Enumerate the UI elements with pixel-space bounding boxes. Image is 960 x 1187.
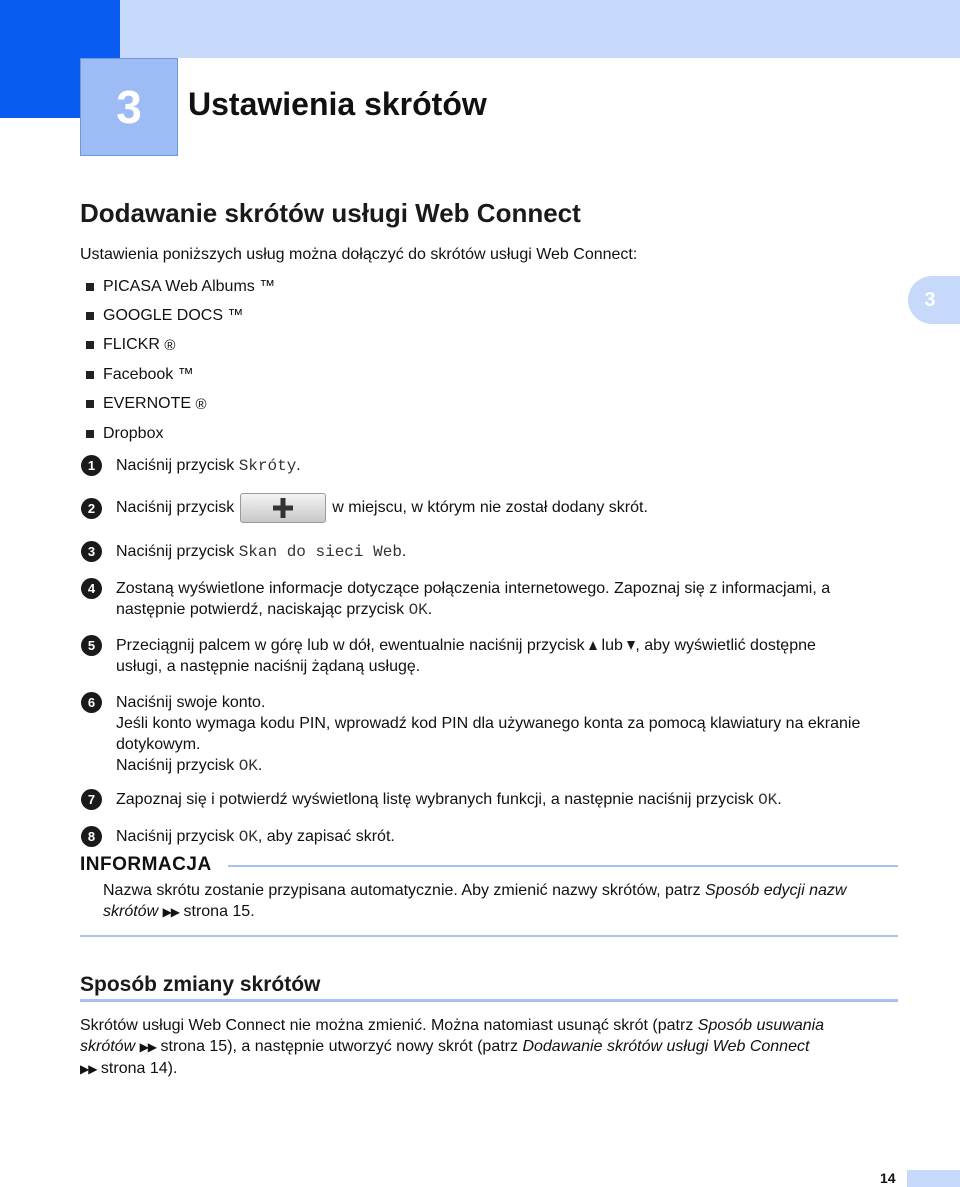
link-edit-shortcut-names-cont[interactable]: skrótów (103, 903, 159, 920)
bullet-square-icon (86, 371, 94, 379)
section-intro: Ustawienia poniższych usług można dołączyć do skrótów usługi Web Connect: (80, 246, 638, 263)
key-ok: OK (238, 757, 258, 775)
step-number: 5 (81, 635, 102, 656)
link-edit-shortcut-names[interactable]: Sposób edycji nazw (705, 882, 847, 899)
bullet-square-icon (86, 312, 94, 320)
bullet-square-icon (86, 430, 94, 438)
double-arrow-icon: ▶▶ (80, 1062, 97, 1076)
list-item: GOOGLE DOCS ™ (86, 301, 275, 330)
list-item: Dropbox (86, 419, 275, 448)
page-number: 14 (880, 1170, 896, 1186)
step-number: 6 (81, 692, 102, 713)
info-body: Nazwa skrótu zostanie przypisana automatycznie. Aby zmienić nazwy skrótów, patrz Sposób edycji nazw skrótów ▶▶ strona 15. (103, 880, 903, 923)
arrow-up-icon (589, 641, 597, 650)
key-ok: OK (758, 791, 778, 809)
double-arrow-icon: ▶▶ (139, 1040, 157, 1054)
section-heading-change-shortcuts: Sposób zmiany skrótów (80, 973, 321, 996)
chapter-title: Ustawienia skrótów (188, 86, 487, 122)
step-number: 1 (81, 455, 102, 476)
step-3-text: Naciśnij przycisk Skan do sieci Web. (116, 543, 407, 561)
list-item: FLICKR ® (86, 331, 275, 360)
step-number: 7 (81, 789, 102, 810)
chapter-number-box: 3 (80, 58, 178, 156)
key-skroty: Skróty (238, 457, 297, 475)
key-scan-to-web: Skan do sieci Web (238, 543, 402, 561)
step-6-text: Naciśnij swoje konto. Jeśli konto wymaga kodu PIN, wprowadź kod PIN dla używanego konta za pomocą klawiatury na ekranie dotykowym. Naciśnij przycisk OK. (116, 694, 861, 775)
bullet-square-icon (86, 341, 94, 349)
key-ok: OK (408, 601, 428, 619)
step-5-text: Przeciągnij palcem w górę lub w dół, ewentualnie naciśnij przycisk lub , aby wyświetlić dostępne usługi, a następnie naciśnij żądaną usługę. (116, 637, 816, 675)
list-item: EVERNOTE ® (86, 390, 275, 419)
step-8-text: Naciśnij przycisk OK, aby zapisać skrót. (116, 828, 395, 846)
step-1-text: Naciśnij przycisk Skróty. (116, 457, 301, 475)
double-arrow-icon: ▶▶ (162, 905, 180, 919)
info-title: INFORMACJA (80, 854, 212, 875)
bullet-square-icon (86, 283, 94, 291)
step-number: 3 (81, 541, 102, 562)
bullet-square-icon (86, 400, 94, 408)
step-number: 2 (81, 498, 102, 519)
step-4-text: Zostaną wyświetlone informacje dotyczące połączenia internetowego. Zapoznaj się z informacjami, a następnie potwierdź, naciskając przycisk OK. (116, 580, 831, 619)
list-item: PICASA Web Albums ™ (86, 272, 275, 301)
info-divider-top (228, 865, 898, 867)
section-heading-add-shortcuts: Dodawanie skrótów usługi Web Connect (80, 198, 581, 228)
add-shortcut-button (240, 493, 326, 523)
link-delete-shortcuts[interactable]: Sposób usuwania (697, 1017, 825, 1034)
chapter-side-tab: 3 (908, 276, 960, 324)
plus-icon (240, 493, 326, 523)
link-delete-shortcuts-cont[interactable]: skrótów (80, 1038, 136, 1055)
list-item: Facebook ™ (86, 360, 275, 389)
step-7-text: Zapoznaj się i potwierdź wyświetloną listę wybranych funkcji, a następnie naciśnij przycisk OK. (116, 791, 782, 809)
section2-body: Skrótów usługi Web Connect nie można zmienić. Można natomiast usunąć skrót (patrz Sposób usuwania skrótów ▶▶ strona 15), a następnie utworzyć nowy skrót (patrz Dodawanie skrótów usługi Web Connect ▶▶ strona 14). (80, 1015, 910, 1080)
page-number-bar (907, 1170, 960, 1187)
step-number: 8 (81, 826, 102, 847)
step-2-text: Naciśnij przycisk w miejscu, w którym nie został dodany skrót. (116, 491, 916, 525)
info-divider-bottom (80, 935, 898, 937)
key-ok: OK (238, 828, 258, 846)
section-underline (80, 999, 898, 1002)
link-add-shortcuts[interactable]: Dodawanie skrótów usługi Web Connect (522, 1038, 810, 1055)
header-band (120, 0, 960, 58)
services-list (86, 272, 275, 448)
step-number: 4 (81, 578, 102, 599)
